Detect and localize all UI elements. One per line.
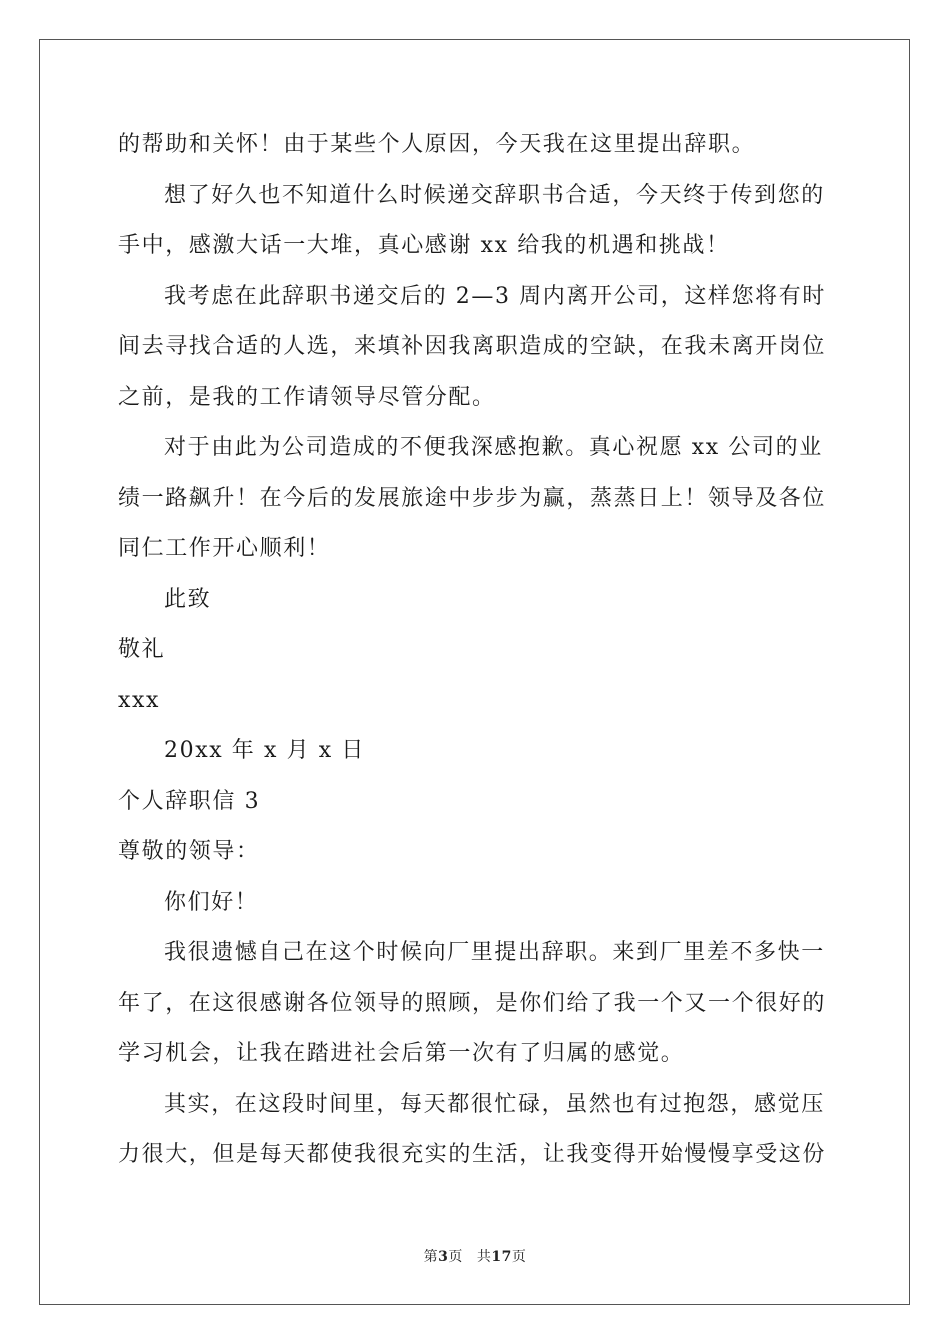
text-line: 间去寻找合适的人选，来填补因我离职造成的空缺，在我未离开岗位 bbox=[118, 334, 827, 359]
text-line: 其实，在这段时间里，每天都很忙碌，虽然也有过抱怨，感觉压 bbox=[164, 1091, 825, 1117]
text-line: 年了，在这很感谢各位领导的照顾，是你们给了我一个又一个很好的 bbox=[118, 990, 827, 1016]
text-line: 绩一路飙升！在今后的发展旅途中步步为赢，蒸蒸日上！领导及各位 bbox=[118, 485, 827, 511]
text-line: 力很大，但是每天都使我很充实的生活，让我变得开始慢慢享受这份 bbox=[118, 1142, 827, 1167]
greeting-line: 你们好！ bbox=[164, 889, 259, 915]
page-footer bbox=[0, 1246, 950, 1266]
section-title: 个人辞职信 3 bbox=[118, 788, 261, 814]
text-line: 同仁工作开心顺利！ bbox=[118, 536, 331, 561]
page-prefix: 第 bbox=[423, 1249, 439, 1265]
text-line: 我考虑在此辞职书递交后的 2—3 周内离开公司，这样您将有时 bbox=[164, 283, 826, 309]
text-line: 想了好久也不知道什么时候递交辞职书合适，今天终于传到您的 bbox=[164, 182, 825, 208]
closing-salutation: 此致 bbox=[164, 586, 212, 612]
total-suffix: 页 bbox=[511, 1249, 527, 1265]
text-line: 学习机会，让我在踏进社会后第一次有了归属的感觉。 bbox=[118, 1041, 685, 1066]
letter-date: 20xx 年 x 月 x 日 bbox=[164, 738, 365, 763]
text-line: 手中，感激大话一大堆，真心感谢 xx 给我的机遇和挑战！ bbox=[118, 233, 730, 258]
text-line: 对于由此为公司造成的不便我深感抱歉。真心祝愿 xx 公司的业 bbox=[164, 435, 823, 460]
total-prefix: 共 bbox=[476, 1249, 492, 1265]
text-line: 我很遗憾自己在这个时候向厂里提出辞职。来到厂里差不多快一 bbox=[164, 940, 825, 965]
text-line: 之前，是我的工作请领导尽管分配。 bbox=[118, 384, 496, 410]
document-body bbox=[118, 120, 832, 1181]
signature: xxx bbox=[118, 687, 161, 713]
closing-regards: 敬礼 bbox=[118, 637, 166, 662]
page-suffix: 页 bbox=[448, 1249, 463, 1265]
text-line: 的帮助和关怀！由于某些个人原因，今天我在这里提出辞职。 bbox=[118, 132, 756, 157]
page-number: 3 bbox=[438, 1249, 449, 1265]
greeting: 尊敬的领导： bbox=[118, 839, 260, 864]
total-pages: 17 bbox=[491, 1249, 512, 1265]
